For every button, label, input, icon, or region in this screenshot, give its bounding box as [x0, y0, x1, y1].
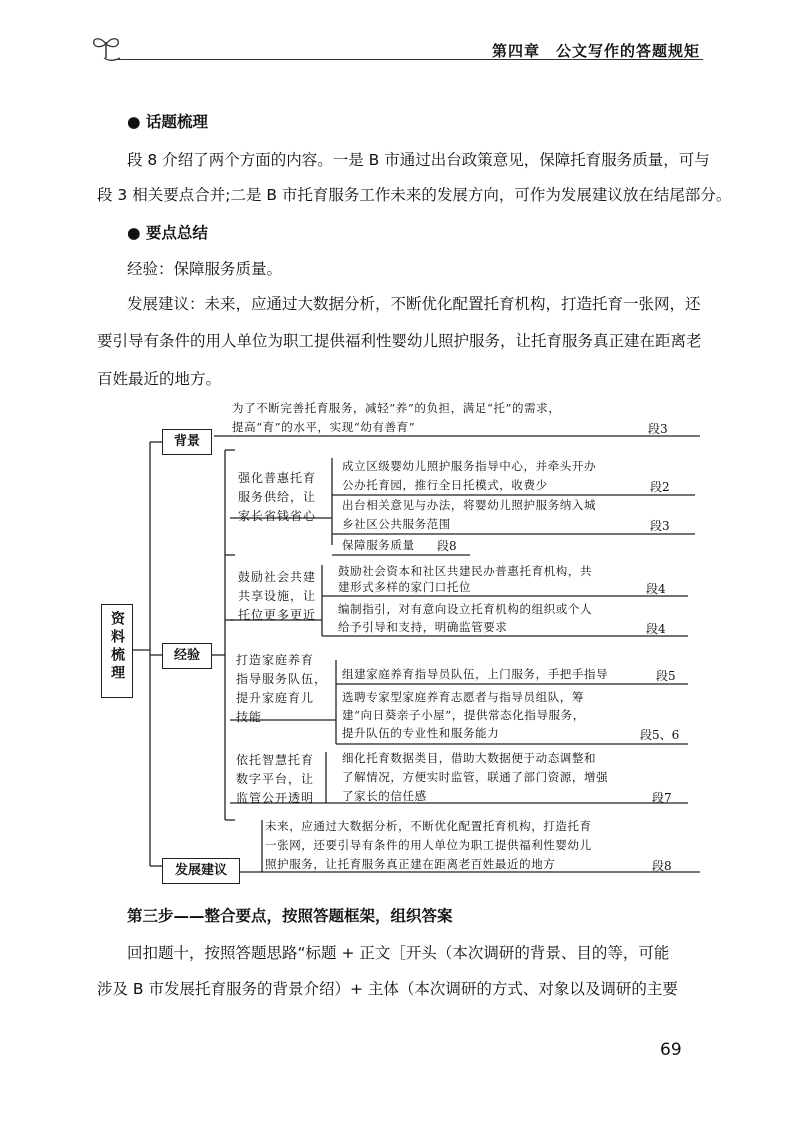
group3-item2-seg: 段5、6	[640, 728, 680, 742]
group2-item2-l1: 编制指引，对有意向设立托育机构的组织或个人	[338, 602, 593, 616]
background-node: 背景	[162, 429, 212, 455]
suggest-line1: 发展建议：未来，应通过大数据分析，不断优化配置托育机构，打造托育一张网，还	[127, 295, 701, 313]
group1-item2-l2: 乡社区公共服务范围	[342, 517, 451, 531]
chapter-title: 第四章 公文写作的答题规矩	[492, 42, 701, 60]
group2-title-l2: 共享设施，让	[238, 589, 317, 603]
group2-item1-seg: 段4	[646, 582, 666, 596]
group1-item1-seg: 段2	[650, 480, 670, 494]
group4-item1-seg: 段7	[652, 791, 672, 805]
group2-item2-seg: 段4	[646, 622, 666, 636]
page-number: 69	[660, 1040, 682, 1060]
suggestion-text-l1: 未来，应通过大数据分析，不断优化配置托育机构，打造托育	[265, 819, 592, 833]
root-node	[101, 604, 133, 698]
topic-heading: ● 话题梳理	[127, 113, 208, 131]
group2-title-l1: 鼓励社会共建	[238, 570, 317, 584]
group3-title-l2: 指导服务队伍，	[236, 672, 328, 686]
step3-para-line1: 回扣题十，按照答题思路“标题 + 正文［开头（本次调研的背景、目的等，可能	[127, 944, 670, 962]
group1-item1-l2: 公办托育园，推行全日托模式，收费少	[342, 478, 548, 492]
experience-node: 经验	[162, 643, 212, 669]
group1-title-l2: 服务供给，让	[238, 490, 317, 504]
group1-item2-l1: 出台相关意见与办法，将婴幼儿照护服务纳入城	[342, 498, 597, 512]
suggestion-text-l3: 照护服务，让托育服务真正建在距离老百姓最近的地方	[265, 857, 556, 871]
group1-title-l3: 家长省钱省心	[238, 509, 317, 523]
background-text-l1: 为了不断完善托育服务，减轻“养”的负担，满足“托”的需求，	[232, 401, 561, 415]
background-text-l2: 提高“育”的水平，实现“幼有善育”	[232, 420, 416, 434]
group3-title-l3: 提升家庭育儿	[236, 691, 315, 705]
suggestion-seg: 段8	[652, 859, 672, 873]
group4-item1-l3: 了家长的信任感	[342, 789, 427, 803]
experience-line: 经验：保障服务质量。	[127, 260, 283, 278]
topic-para-line1: 段 8 介绍了两个方面的内容。一是 B 市通过出台政策意见，保障托育服务质量，可与	[127, 151, 710, 169]
group4-title-l1: 依托智慧托育	[236, 753, 315, 767]
group4-item1-l1: 细化托育数据类目，借助大数据便于动态调整和	[342, 751, 597, 765]
group3-item2-l1: 选聘专家型家庭养育志愿者与指导员组队，筹	[342, 690, 584, 704]
background-seg: 段3	[648, 422, 668, 436]
group3-item2-l3: 提升队伍的专业性和服务能力	[342, 726, 500, 740]
group3-item1-seg: 段5	[656, 669, 676, 683]
step3-heading: 第三步——整合要点，按照答题框架，组织答案	[127, 907, 453, 925]
suggest-line3: 百姓最近的地方。	[97, 370, 222, 388]
group2-item1-l1: 鼓励社会资本和社区共建民办普惠托育机构，共	[338, 564, 593, 578]
group4-item1-l2: 了解情况，方便实时监管，联通了部门资源，增强	[342, 770, 609, 784]
suggest-line2: 要引导有条件的用人单位为职工提供福利性婴幼儿照护服务，让托育服务真正建在距离老	[97, 332, 702, 350]
root-label: 资料梳理	[109, 611, 125, 683]
group3-item2-l2: 建“向日葵亲子小屋”，提供常态化指导服务，	[342, 708, 585, 722]
group2-title-l3: 托位更多更近	[238, 608, 317, 622]
group4-title-l2: 数字平台，让	[236, 772, 315, 786]
group1-item1-l1: 成立区级婴幼儿照护服务指导中心，并牵头开办	[342, 459, 597, 473]
group1-item3-l1: 保障服务质量	[342, 538, 415, 552]
group3-title-l1: 打造家庭养育	[236, 653, 315, 667]
group4-title-l3: 监管公开透明	[236, 791, 315, 805]
summary-heading: ● 要点总结	[127, 224, 208, 242]
group1-item3-seg: 段8	[437, 539, 457, 553]
group1-title-l1: 强化普惠托育	[238, 471, 317, 485]
group3-item1-l1: 组建家庭养育指导员队伍，上门服务，手把手指导	[342, 667, 609, 681]
group2-item1-l2: 建形式多样的家门口托位	[338, 580, 472, 594]
step3-para-line2: 涉及 B 市发展托育服务的背景介绍）+ 主体（本次调研的方式、对象以及调研的主要	[97, 980, 678, 998]
group1-item2-seg: 段3	[650, 519, 670, 533]
topic-para-line2: 段 3 相关要点合并;二是 B 市托育服务工作未来的发展方向，可作为发展建议放在结尾部分。	[97, 186, 732, 204]
suggestion-node: 发展建议	[162, 858, 240, 884]
group2-item2-l2: 给予引导和支持，明确监管要求	[338, 620, 508, 634]
suggestion-text-l2: 一张网，还要引导有条件的用人单位为职工提供福利性婴幼儿	[265, 838, 592, 852]
group3-title-l4: 技能	[236, 710, 263, 724]
